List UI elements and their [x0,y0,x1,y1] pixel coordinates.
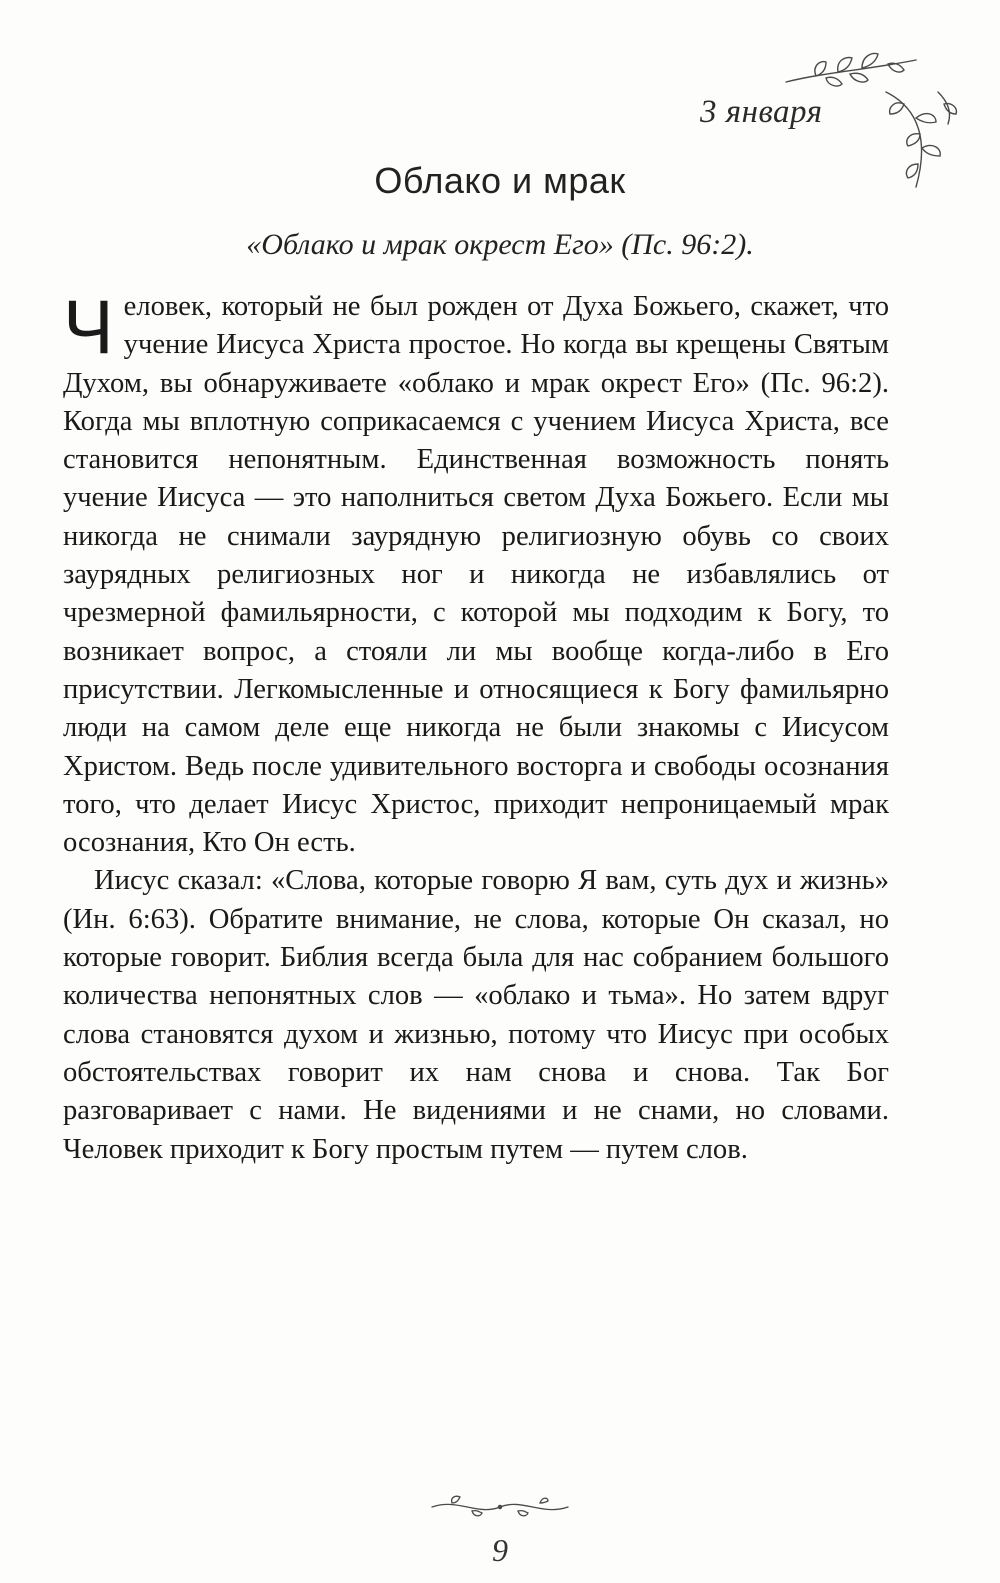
paragraph-1-text: еловек, который не был рожден от Духа Божьего, скажет, что учение Иисуса Христа простое. Но когда вы крещены Святым Духом, вы обнаруживаете «облако и мрак окрест Его» (Пс. 96:2). Когда мы вплотную соприкасаемся с учением Иисуса Христа, все становится непонятным. Единственная возможность понять учение Иисуса — это наполниться светом Духа Божьего. Если мы никогда не снимали заурядную религиозную обувь со своих заурядных религиозных ног и никогда не избавлялись от чрезмерной фамильярности, с которой мы подходим к Богу, то возникает вопрос, а стояли ли мы вообще когда-либо в Его присутствии. Легкомысленные и относящиеся к Богу фамильярно люди на самом деле еще никогда не были знакомы с Иисусом Христом. Ведь после удивительного восторга и свободы осознания того, что делает Иисус Христос, приходит непроницаемый мрак осознания, Кто Он есть. [63,291,889,859]
paragraph-1 [63,285,889,862]
page-number: 9 [492,1532,508,1568]
paragraph-2: Иисус сказал: «Слова, которые говорю Я вам, суть дух и жизнь» (Ин. 6:63). Обратите внимание, не слова, которые Он сказал, но которые говорит. Библия всегда была для нас собранием большого количества непонятных слов — «облако и тьма». Но затем вдруг слова становятся духом и жизнью, потому что Иисус при особых обстоятельствах говорит их нам снова и снова. Так Бог разговаривает с нами. Не видениями и не снами, но словами. Человек приходит к Богу простым путем — путем слов. [63,865,889,1165]
page-title: Облако и мрак [374,160,626,201]
epigraph: «Облако и мрак окрест Его» (Пс. 96:2). [246,228,754,261]
date-label: 3 января [700,94,823,130]
drop-cap: Ч [63,285,114,370]
article-body [63,285,889,1169]
vine-divider-icon [428,1494,572,1520]
